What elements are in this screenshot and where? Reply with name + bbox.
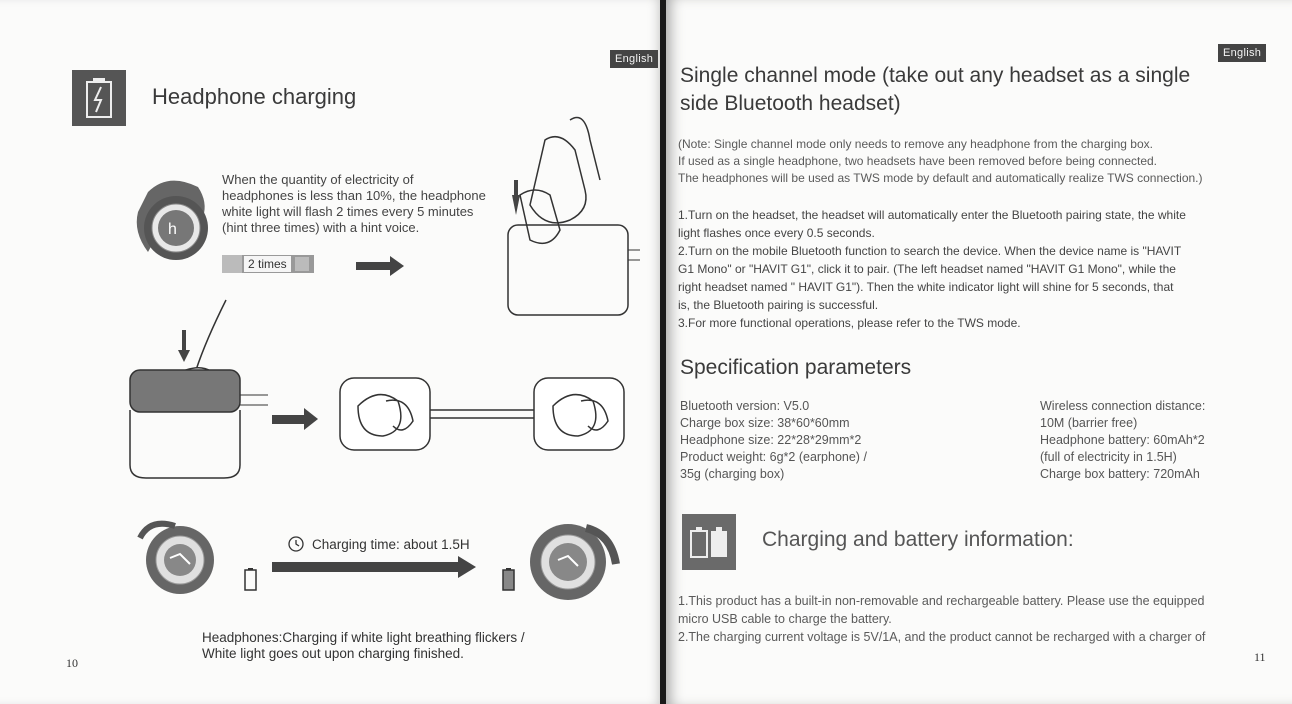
charging-status-text: [202, 630, 562, 662]
charging-case-illustration: [490, 110, 650, 310]
text-line: The headphones will be used as TWS mode by default and automatically realize TWS connection.): [678, 171, 1203, 185]
full-battery-icon: [502, 568, 516, 592]
speaker-icon: [295, 257, 309, 271]
battery-info-icon: [682, 514, 736, 570]
text-line: When the quantity of electricity of: [222, 172, 414, 187]
page-title: Headphone charging: [152, 84, 357, 109]
spec-item: Charge box battery: 720mAh: [1040, 467, 1200, 481]
spec-item: (full of electricity in 1.5H): [1040, 450, 1177, 464]
charging-time-label: Charging time: about 1.5H: [312, 536, 470, 552]
spec-item: Product weight: 6g*2 (earphone) /: [680, 450, 867, 464]
clock-icon: [288, 536, 304, 552]
text-line: (Note: Single channel mode only needs to remove any headphone from the charging box.: [678, 137, 1153, 151]
battery-charging-icon: [72, 70, 126, 126]
spec-title: Specification parameters: [680, 356, 912, 379]
note-text: [678, 136, 1268, 187]
svg-text:h: h: [168, 221, 177, 238]
spec-item: 10M (barrier free): [1040, 416, 1138, 430]
title-line: side Bluetooth headset): [680, 92, 901, 115]
text-line: right headset named " HAVIT G1"). Then the white indicator light will shine for 5 seconds, that: [678, 280, 1174, 294]
language-badge: English: [1218, 44, 1266, 62]
charging-info-title: Charging and battery information:: [762, 528, 1074, 551]
text-line: light flashes once every 0.5 seconds.: [678, 226, 875, 240]
open-case-top-view: [338, 376, 628, 456]
spec-item: 35g (charging box): [680, 467, 785, 481]
text-line: 2.Turn on the mobile Bluetooth function to search the device. When the device name is "HAVIT: [678, 244, 1182, 258]
low-battery-description: [222, 172, 512, 236]
text-line: If used as a single headphone, two headsets have been removed before being connected.: [678, 154, 1158, 168]
arrow-icon: [356, 256, 406, 276]
hint-indicator: [222, 255, 314, 273]
text-line: Headphones:Charging if white light breathing flickers /: [202, 630, 525, 645]
spec-item: Charge box size: 38*60*60mm: [680, 416, 850, 430]
page-number: 11: [1254, 650, 1266, 664]
text-line: 1.This product has a built-in non-removable and rechargeable battery. Please use the equipped: [678, 594, 1205, 608]
text-line: 3.For more functional operations, please refer to the TWS mode.: [678, 316, 1021, 330]
text-line: 1.Turn on the headset, the headset will automatically enter the Bluetooth pairing state, the white: [678, 208, 1186, 222]
spec-list-right: [1040, 398, 1270, 483]
spec-item: Headphone battery: 60mAh*2: [1040, 433, 1205, 447]
spec-item: Wireless connection distance:: [1040, 399, 1206, 413]
pairing-steps: [678, 206, 1278, 332]
earbud-right-illustration: [516, 514, 626, 604]
charging-time-row: [288, 536, 470, 552]
text-line: is, the Bluetooth pairing is successful.: [678, 298, 879, 312]
text-line: White light goes out upon charging finished.: [202, 646, 464, 661]
single-mode-title: [680, 62, 1190, 118]
right-page: [666, 0, 1292, 704]
earbud-illustration: [128, 172, 218, 272]
earbud-left-illustration: [130, 518, 230, 598]
hint-label: 2 times: [244, 256, 291, 272]
page-number: 10: [66, 656, 78, 670]
text-line: micro USB cable to charge the battery.: [678, 612, 892, 626]
text-line: white light will flash 2 times every 5 minutes: [222, 204, 474, 219]
light-icon: [222, 255, 242, 273]
text-line: 2.The charging current voltage is 5V/1A, and the product cannot be recharged with a charger of: [678, 630, 1206, 644]
case-with-earbuds-illustration: [126, 300, 276, 470]
spec-item: Bluetooth version: V5.0: [680, 399, 810, 413]
language-badge: English: [610, 50, 658, 68]
arrow-icon: [272, 408, 322, 432]
text-line: (hint three times) with a hint voice.: [222, 220, 420, 235]
phone-battery-icon: [244, 568, 258, 592]
spec-item: Headphone size: 22*28*29mm*2: [680, 433, 862, 447]
title-line: Single channel mode (take out any headset as a single: [680, 64, 1191, 87]
text-line: headphones is less than 10%, the headphone: [222, 188, 486, 203]
charging-info-text: [678, 592, 1278, 646]
text-line: G1 Mono" or "HAVIT G1", click it to pair. (The left headset named "HAVIT G1 Mono", while the: [678, 262, 1176, 276]
spec-list-left: [680, 398, 980, 483]
long-arrow-icon: [272, 556, 482, 580]
